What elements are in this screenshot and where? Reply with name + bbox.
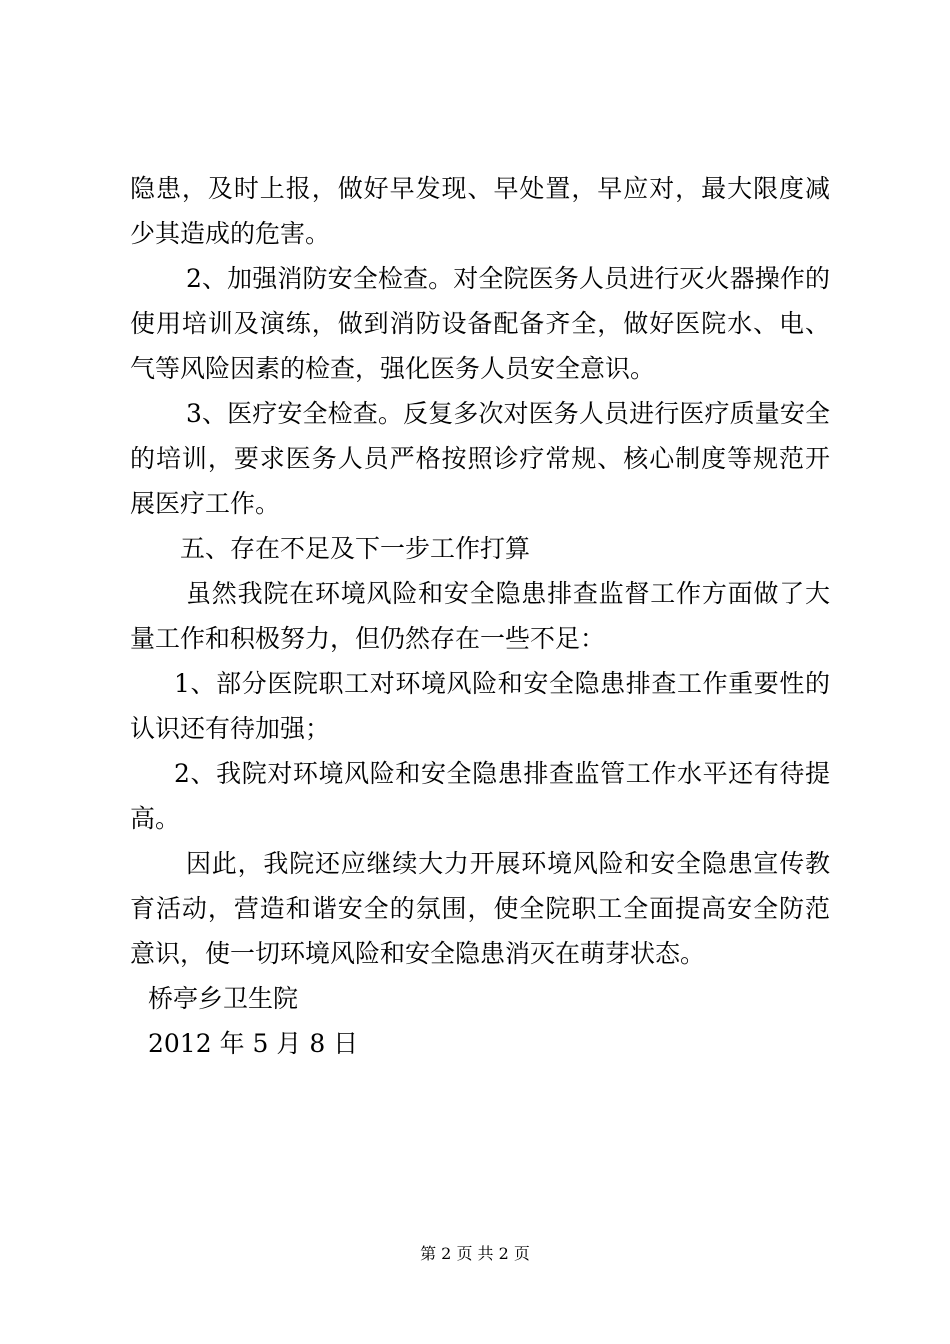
- page-number-footer: 第 2 页 共 2 页: [420, 1244, 530, 1263]
- text-line: 虽然我院在环境风险和安全隐患排查监督工作方面做了大: [186, 579, 830, 608]
- text-line: 的培训，要求医务人员严格按照诊疗常规、核心制度等规范开: [130, 444, 830, 473]
- text-line: 1、部分医院职工对环境风险和安全隐患排查工作重要性的: [174, 669, 830, 698]
- text-line: 使用培训及演练，做到消防设备配备齐全，做好医院水、电、: [130, 309, 830, 338]
- text-line: 少其造成的危害。: [130, 219, 331, 248]
- signature-date: 2012 年 5 月 8 日: [148, 1029, 359, 1058]
- document-body: [130, 166, 830, 1066]
- text-line: 高。: [130, 804, 181, 833]
- section-heading: 五、存在不足及下一步工作打算: [180, 534, 531, 563]
- text-line: 展医疗工作。: [130, 489, 281, 518]
- text-line: 气等风险因素的检查，强化医务人员安全意识。: [130, 354, 656, 383]
- text-line: 3、医疗安全检查。反复多次对医务人员进行医疗质量安全: [186, 399, 830, 428]
- signature-organization: 桥亭乡卫生院: [148, 984, 299, 1013]
- text-line: 2、加强消防安全检查。对全院医务人员进行灭火器操作的: [186, 264, 830, 293]
- text-line: 隐患，及时上报，做好早发现、早处置，早应对，最大限度减: [130, 174, 830, 203]
- text-line: 量工作和积极努力，但仍然存在一些不足：: [130, 624, 606, 653]
- text-line: 认识还有待加强；: [130, 714, 331, 743]
- text-line: 育活动，营造和谐安全的氛围，使全院职工全面提高安全防范: [130, 894, 830, 923]
- text-line: 因此，我院还应继续大力开展环境风险和安全隐患宣传教: [186, 849, 830, 878]
- text-line: 2、我院对环境风险和安全隐患排查监管工作水平还有待提: [174, 759, 830, 788]
- text-line: 意识，使一切环境风险和安全隐患消灭在萌芽状态。: [130, 939, 706, 968]
